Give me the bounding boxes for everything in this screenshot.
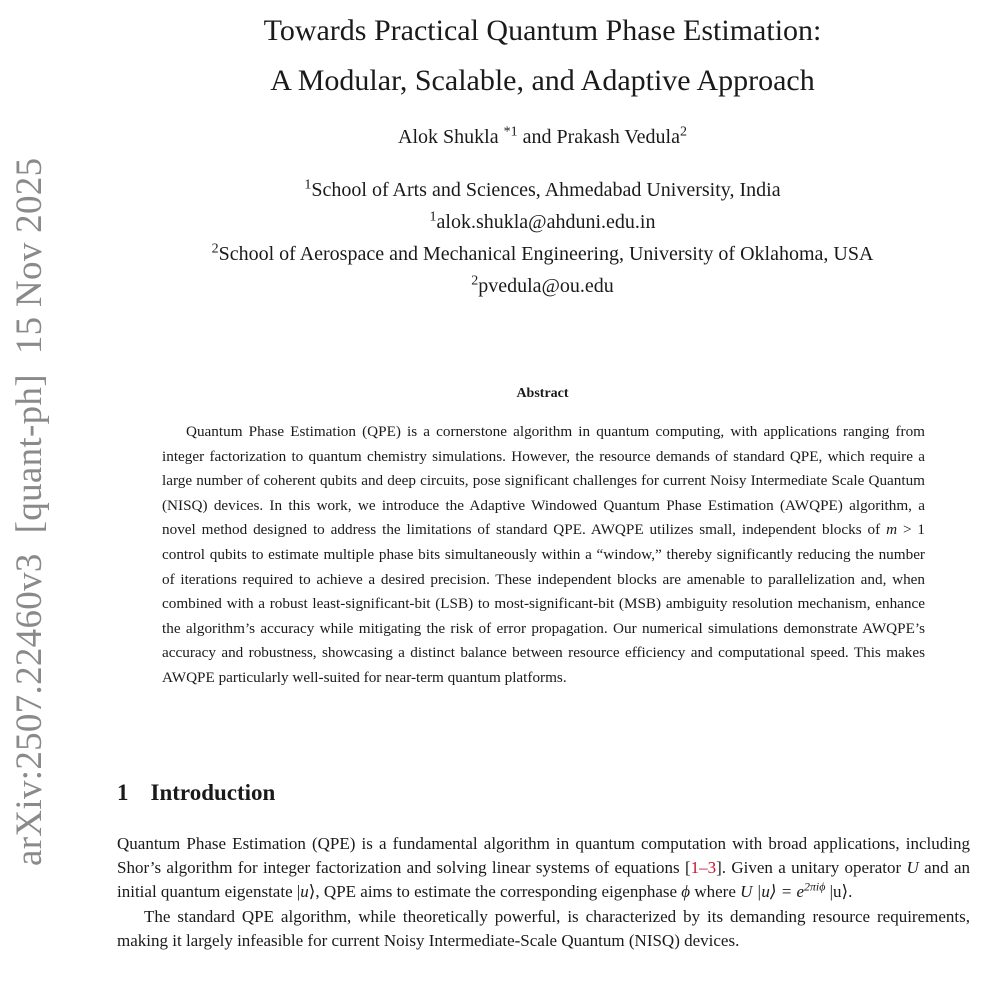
affiliation-mark: 1 — [429, 209, 437, 225]
author-conjunction: and — [522, 126, 552, 148]
author-affiliation-mark: 2 — [679, 124, 687, 140]
intro-paragraph: The standard QPE algorithm, while theoretically powerful, is characterized by its demanding resource requirements, making it largely infeasible for current Noisy Intermediate-Scale Quantum (NISQ) devices. — [117, 906, 970, 950]
math-variable: m — [886, 521, 898, 539]
math-expression: > 1 — [897, 521, 925, 539]
affiliation-mark: 2 — [211, 241, 219, 257]
affiliation-mark: 1 — [304, 177, 312, 193]
abstract-heading: Abstract — [516, 386, 569, 401]
affiliation-email-line — [0, 270, 985, 302]
math-exponent: 2πiϕ — [804, 879, 826, 894]
author-name: Alok Shukla — [398, 126, 499, 148]
text-run: where — [690, 882, 741, 902]
arxiv-category: [quant-ph] — [9, 374, 50, 534]
author-list — [0, 126, 985, 149]
author-affiliation-mark: *1 — [503, 124, 518, 140]
title-line-2: A Modular, Scalable, and Adaptive Approach — [270, 64, 815, 97]
text-run: Quantum Phase Estimation (QPE) is a fundamental algorithm in quantum computation with broad applications, including Shor’s algorithm for integer factorization and solving linear systems of equations [ — [117, 834, 970, 878]
affiliation-list — [0, 174, 985, 302]
affiliation-text: School of Arts and Sciences, Ahmedabad University, India — [311, 179, 781, 201]
math-equation: U |u⟩ = e — [740, 882, 804, 902]
affiliation-line — [0, 174, 985, 206]
arxiv-date: 15 Nov 2025 — [9, 157, 50, 355]
section-number: 1 — [117, 780, 129, 805]
affiliation-line — [0, 238, 985, 270]
text-run: |u⟩. — [825, 882, 853, 902]
math-variable: ϕ — [681, 882, 691, 902]
text-run: and an initial quantum eigenstate | — [117, 858, 970, 902]
arxiv-id: arXiv:2507.22460v3 — [9, 553, 50, 866]
affiliation-email-line — [0, 206, 985, 238]
math-variable: u — [300, 882, 309, 902]
text-run: ]. Given a unitary operator — [716, 858, 907, 878]
author-email-link[interactable]: pvedula@ou.edu — [478, 275, 614, 297]
author-email-link[interactable]: alok.shukla@ahduni.edu.in — [436, 211, 656, 233]
paper-title — [0, 6, 985, 106]
introduction-body — [117, 832, 970, 953]
affiliation-mark: 2 — [471, 273, 479, 289]
abstract-part: Quantum Phase Estimation (QPE) is a cornerstone algorithm in quantum computing, with applications ranging from integer factorization to quantum chemistry simulations. However, the resource demands of standard QPE, which require a large number of coherent qubits and deep circuits, pose significant challenges for current Noisy Intermediate Scale Quantum (NISQ) devices. In this work, we introduce the Adaptive Windowed Quantum Phase Estimation (AWQPE) algorithm, a novel method designed to address the limitations of standard QPE. AWQPE utilizes small, independent blocks of — [162, 423, 925, 539]
title-line-1: Towards Practical Quantum Phase Estimation: — [263, 14, 822, 47]
abstract-text — [162, 420, 925, 691]
section-heading — [117, 780, 275, 806]
section-title: Introduction — [150, 780, 276, 805]
abstract-part: control qubits to estimate multiple phase bits simultaneously within a “window,” thereby significantly reducing the number of iterations required to achieve a desired precision. These independent blocks are amenable to parallelization and, when combined with a robust least-significant-bit (LSB) to most-significant-bit (MSB) ambiguity resolution mechanism, enhance the algorithm’s accuracy while mitigating the risk of error propagation. Our numerical simulations demonstrate AWQPE’s accuracy and robustness, showcasing a distinct balance between resource efficiency and computational speed. This makes AWQPE particularly well-suited for near-term quantum platforms. — [162, 545, 925, 686]
math-variable: U — [906, 858, 919, 878]
intro-paragraph — [117, 832, 970, 905]
text-run: ⟩, QPE aims to estimate the corresponding eigenphase — [308, 882, 682, 902]
citation-link[interactable]: 1–3 — [690, 858, 717, 878]
affiliation-text: School of Aerospace and Mechanical Engineering, University of Oklahoma, USA — [218, 243, 874, 265]
author-name: Prakash Vedula — [556, 126, 680, 148]
